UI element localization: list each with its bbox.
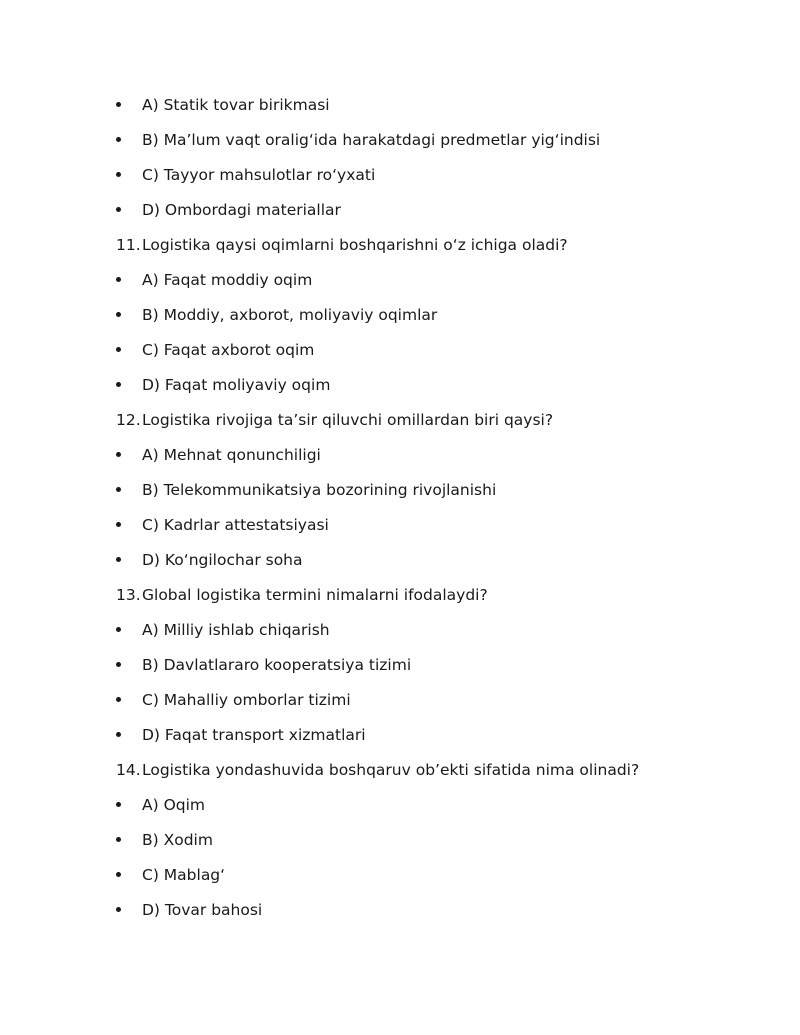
option-text: C) Faqat axborot oqim [142, 341, 315, 359]
option-text: D) Ombordagi materiallar [142, 201, 341, 219]
bullet-icon [116, 802, 121, 807]
option-text: D) Faqat moliyaviy oqim [142, 376, 331, 394]
question-number: 13. [116, 586, 141, 604]
option-text: A) Oqim [142, 796, 206, 814]
option-text: B) Xodim [142, 831, 213, 849]
list-item [0, 95, 800, 130]
bullet-icon [116, 102, 121, 107]
option-text: D) Faqat transport xizmatlari [142, 726, 366, 744]
question-text: Logistika qaysi oqimlarni boshqarishni o‘z ichiga oladi? [142, 236, 568, 254]
question-number: 11. [116, 236, 141, 254]
question-text: Logistika yondashuvida boshqaruv ob’ekti sifatida nima olinadi? [142, 761, 640, 779]
list-item [0, 375, 800, 410]
bullet-icon [116, 907, 121, 912]
bullet-icon [116, 732, 121, 737]
question-number: 14. [116, 761, 141, 779]
list-item [0, 270, 800, 305]
list-item [0, 690, 800, 725]
question-13 [0, 585, 800, 620]
bullet-icon [116, 172, 121, 177]
list-item [0, 550, 800, 585]
list-item [0, 445, 800, 480]
option-text: A) Statik tovar birikmasi [142, 96, 330, 114]
option-text: C) Tayyor mahsulotlar ro‘yxati [142, 166, 376, 184]
question-14 [0, 760, 800, 795]
bullet-icon [116, 522, 121, 527]
bullet-icon [116, 207, 121, 212]
option-text: C) Mahalliy omborlar tizimi [142, 691, 351, 709]
list-item [0, 165, 800, 200]
bullet-icon [116, 312, 121, 317]
list-item [0, 305, 800, 340]
option-text: B) Ma’lum vaqt oralig‘ida harakatdagi predmetlar yig‘indisi [142, 131, 601, 149]
bullet-icon [116, 557, 121, 562]
list-item [0, 620, 800, 655]
option-text: A) Milliy ishlab chiqarish [142, 621, 330, 639]
list-item [0, 830, 800, 865]
option-text: C) Kadrlar attestatsiyasi [142, 516, 329, 534]
bullet-icon [116, 872, 121, 877]
bullet-icon [116, 697, 121, 702]
option-text: B) Telekommunikatsiya bozorining rivojlanishi [142, 481, 497, 499]
bullet-icon [116, 137, 121, 142]
list-item [0, 795, 800, 830]
bullet-icon [116, 627, 121, 632]
list-item [0, 340, 800, 375]
list-item [0, 515, 800, 550]
question-12 [0, 410, 800, 445]
option-text: D) Ko‘ngilochar soha [142, 551, 303, 569]
list-item [0, 865, 800, 900]
bullet-icon [116, 487, 121, 492]
bullet-icon [116, 347, 121, 352]
option-text: A) Faqat moddiy oqim [142, 271, 313, 289]
bullet-icon [116, 452, 121, 457]
option-text: A) Mehnat qonunchiligi [142, 446, 321, 464]
bullet-icon [116, 277, 121, 282]
question-number: 12. [116, 411, 141, 429]
bullet-icon [116, 837, 121, 842]
list-item [0, 200, 800, 235]
question-text: Global logistika termini nimalarni ifodalaydi? [142, 586, 488, 604]
bullet-icon [116, 382, 121, 387]
list-item [0, 480, 800, 515]
bullet-icon [116, 662, 121, 667]
option-text: B) Davlatlararo kooperatsiya tizimi [142, 656, 412, 674]
list-item [0, 655, 800, 690]
option-text: B) Moddiy, axborot, moliyaviy oqimlar [142, 306, 438, 324]
option-text: D) Tovar bahosi [142, 901, 263, 919]
option-text: C) Mablag‘ [142, 866, 226, 884]
question-11 [0, 235, 800, 270]
list-item [0, 900, 800, 935]
list-item [0, 725, 800, 760]
question-text: Logistika rivojiga ta’sir qiluvchi omillardan biri qaysi? [142, 411, 554, 429]
list-item [0, 130, 800, 165]
